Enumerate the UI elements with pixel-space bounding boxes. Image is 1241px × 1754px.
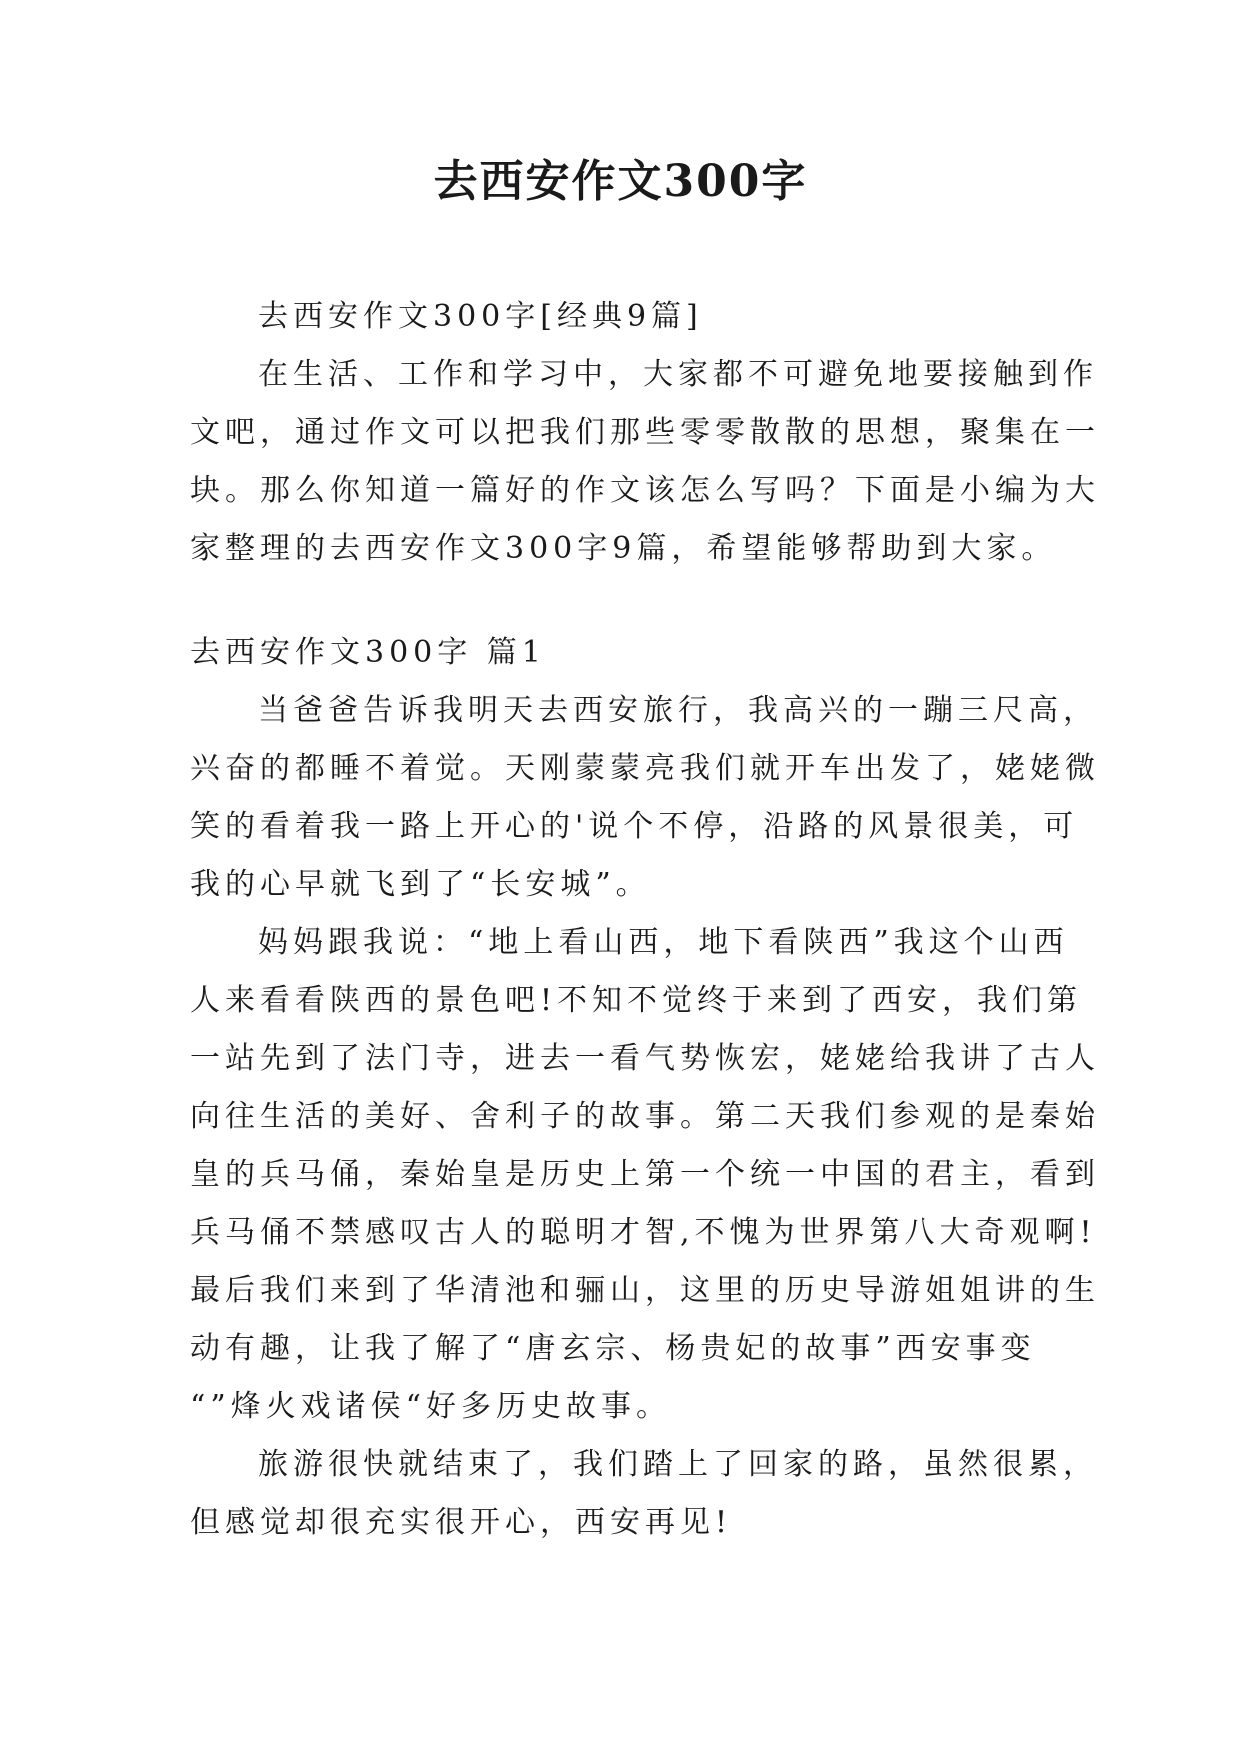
text-line: 兴奋的都睡不着觉。天刚蒙蒙亮我们就开车出发了，姥姥微 — [190, 751, 1100, 786]
document-title: 去西安作文300字 — [433, 156, 808, 207]
section-heading: 去西安作文300字 篇1 — [190, 635, 546, 670]
text-line: 向往生活的美好、舍利子的故事。第二天我们参观的是秦始 — [190, 1099, 1100, 1134]
text-line: 妈妈跟我说：“地上看山西，地下看陕西”我这个山西 — [258, 925, 1069, 960]
intro-paragraph — [190, 346, 1100, 578]
text-line: 兵马俑不禁感叹古人的聪明才智,不愧为世界第八大奇观啊! — [190, 1215, 1097, 1250]
text-line: 皇的兵马俑，秦始皇是历史上第一个统一中国的君主，看到 — [190, 1157, 1100, 1192]
paragraph-2 — [190, 914, 1100, 1436]
text-line: “”烽火戏诸侯“好多历史故事。 — [190, 1389, 672, 1424]
text-line: 最后我们来到了华清池和骊山，这里的历史导游姐姐讲的生 — [190, 1273, 1100, 1308]
text-line: 块。那么你知道一篇好的作文该怎么写吗？下面是小编为大 — [190, 473, 1100, 508]
text-line: 笑的看着我一路上开心的'说个不停，沿路的风景很美，可 — [190, 809, 1079, 844]
document-subtitle: 去西安作文300字[经典9篇] — [258, 299, 703, 334]
text-line: 但感觉却很充实很开心，西安再见! — [190, 1505, 733, 1540]
text-line: 动有趣，让我了解了“唐玄宗、杨贵妃的故事”西安事变 — [190, 1331, 1036, 1366]
text-line: 当爸爸告诉我明天去西安旅行，我高兴的一蹦三尺高， — [258, 693, 1098, 728]
text-line: 文吧，通过作文可以把我们那些零零散散的思想，聚集在一 — [190, 415, 1100, 450]
section-spacer — [190, 578, 1070, 624]
paragraph-1 — [190, 682, 1100, 914]
text-line: 在生活、工作和学习中，大家都不可避免地要接触到作 — [258, 357, 1098, 392]
text-line: 旅游很快就结束了，我们踏上了回家的路，虽然很累， — [258, 1447, 1098, 1482]
text-line: 一站先到了法门寺，进去一看气势恢宏，姥姥给我讲了古人 — [190, 1041, 1100, 1076]
document-body — [190, 288, 1100, 1552]
text-line: 人来看看陕西的景色吧!不知不觉终于来到了西安，我们第 — [190, 983, 1083, 1018]
text-line: 我的心早就飞到了“长安城”。 — [190, 867, 651, 902]
paragraph-3 — [190, 1436, 1098, 1552]
text-line: 家整理的去西安作文300字9篇，希望能够帮助到大家。 — [190, 531, 1057, 566]
